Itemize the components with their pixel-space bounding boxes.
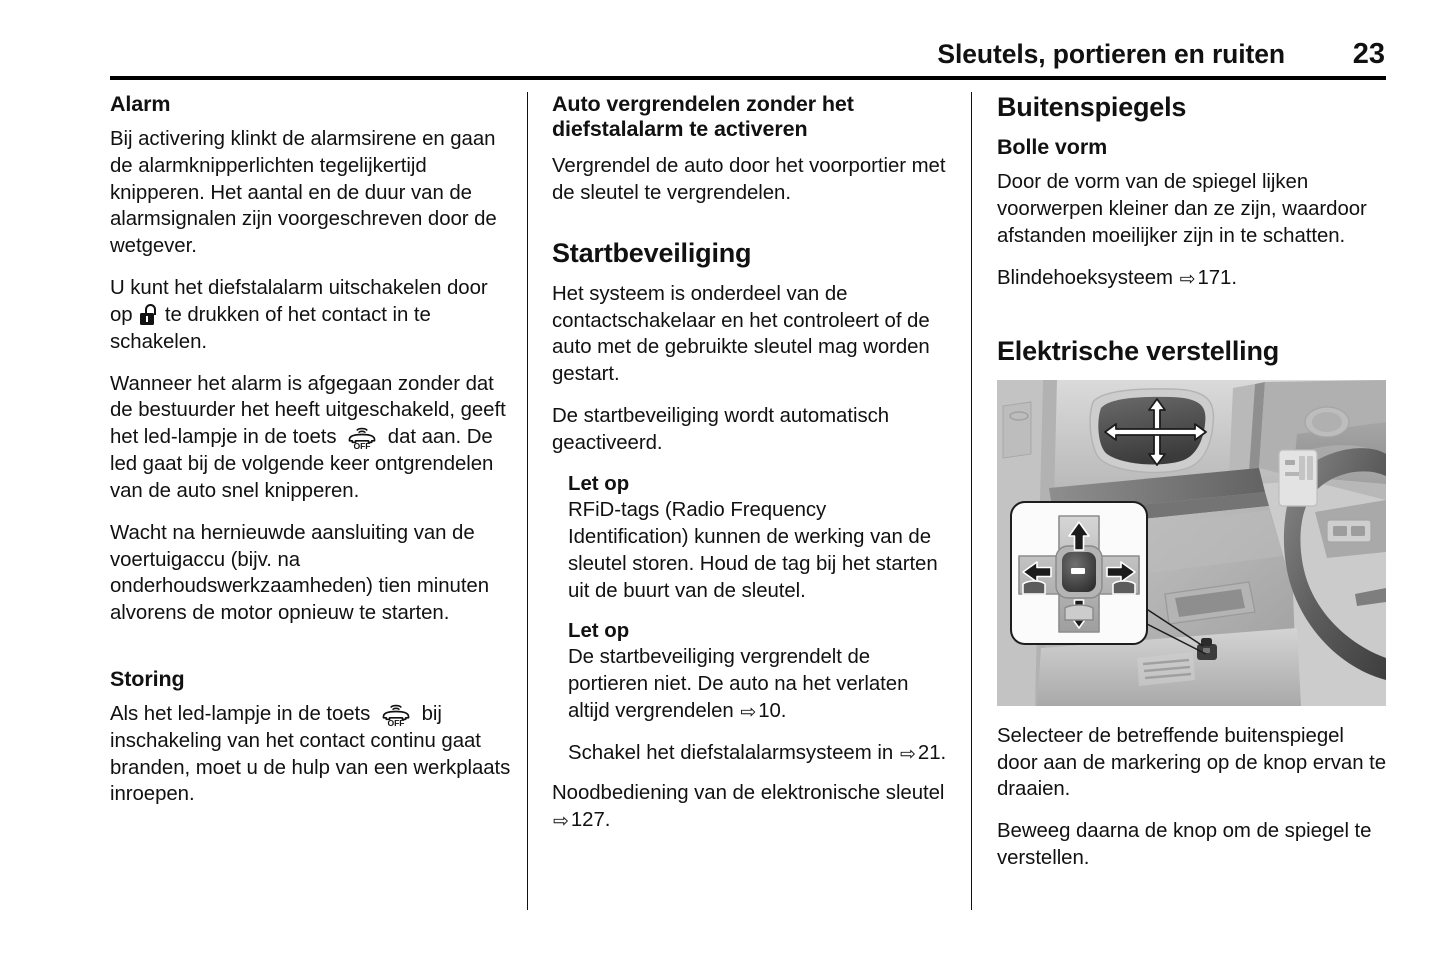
storing-text-before: Als het led-lampje in de toets [110, 702, 371, 725]
heading-startbeveiliging: Startbeveiliging [552, 237, 752, 268]
blindehoeksysteem-reference [997, 265, 1389, 292]
heading-elektrische-verstelling: Elektrische verstelling [997, 336, 1280, 367]
blindehoeksysteem-text-before: Blindehoeksysteem [997, 266, 1173, 289]
storing-paragraph-1 [110, 701, 512, 808]
page-reference-arrow-icon: ⇨ [899, 743, 916, 765]
note-portieren-extra [568, 740, 952, 767]
column-one [110, 92, 512, 808]
blindehoeksysteem-text-after: . [1231, 266, 1237, 289]
storing-text-after: bij inschakeling van het contact continu gaat branden, moet u de hulp van een werkplaats inroepen. [110, 702, 511, 806]
note-label: Let op [568, 472, 630, 495]
mirror-control-inset [1011, 502, 1147, 644]
column-three [997, 92, 1389, 872]
note-label: Let op [568, 619, 630, 642]
note-rfid-text: RFiD-tags (Radio Frequency Identification) kunnen de werking van de sleutel storen. Houd de tag bij het starten uit de buurt van de sleutel. [568, 499, 938, 602]
alarm-paragraph-1: Bij activering klinkt de alarmsirene en gaan de alarmknipperlichten tegelijkertijd knipperen. Het aantal en de duur van de alarmsignalen zijn voorgeschreven door de wetgever. [110, 127, 497, 258]
alarm-p3-text-before: Wanneer het alarm is afgegaan zonder dat de bestuurder het heeft uitgeschakeld, geeft het led-lampje in de toets [110, 372, 506, 449]
alarm-paragraph-3 [110, 371, 512, 505]
alarm-off-icon [345, 426, 379, 450]
note-portieren [552, 619, 952, 767]
note-portieren-text-before: De startbeveiliging vergrendelt de portieren niet. De auto na het verlaten altijd vergrendelen [568, 646, 909, 722]
page-reference-arrow-icon: ⇨ [1179, 268, 1196, 290]
elektrische-verstelling-paragraph-1: Selecteer de betreffende buitenspiegel door aan de markering op de knop ervan te draaien. [997, 724, 1387, 801]
mirror-adjustment-illustration [997, 380, 1386, 706]
page-header [110, 38, 1385, 78]
note-portieren-extra-after: . [940, 741, 947, 764]
alarm-p3-text-after: dat aan. De led gaat bij de volgende keer ontgrendelen van de auto snel knipperen. [110, 426, 494, 502]
heading-buitenspiegels: Buitenspiegels [997, 92, 1187, 122]
heading-alarm: Alarm [110, 92, 171, 116]
alarm-p2-text-after: te drukken of het contact in te schakelen. [110, 303, 431, 353]
page-number: 23 [1352, 38, 1385, 70]
page-reference-arrow-icon: ⇨ [553, 811, 569, 833]
page-title: Sleutels, portieren en ruiten [937, 39, 1285, 69]
heading-storing: Storing [110, 667, 185, 692]
content-columns [0, 92, 1445, 952]
noodbediening-text-before: Noodbediening van de elektronische sleutel [552, 782, 945, 805]
note-portieren-extra-before: Schakel het diefstalalarmsysteem in [568, 741, 894, 764]
header-rule [110, 76, 1386, 80]
alarm-paragraph-2 [110, 275, 512, 355]
startbeveiliging-paragraph-3 [552, 780, 952, 834]
noodbediening-ref: 127 [570, 809, 605, 832]
heading-auto-vergrendelen: Auto vergrendelen zonder het diefstalalarm te activeren [552, 92, 854, 141]
startbeveiliging-paragraph-2: De startbeveiliging wordt automatisch geactiveerd. [552, 405, 890, 454]
alarm-p2-text-before: U kunt het diefstalalarm uitschakelen door op [110, 277, 488, 326]
noodbediening-text-after: . [604, 809, 611, 832]
unlock-padlock-icon [140, 304, 157, 325]
column-two [552, 92, 952, 834]
blindehoeksysteem-ref: 171 [1197, 266, 1232, 289]
column-divider-1 [527, 92, 528, 910]
auto-vergrendelen-paragraph-1: Vergrendel de auto door het voorportier met de sleutel te vergrendelen. [552, 154, 946, 204]
svg-text:OFF: OFF [387, 718, 405, 727]
note-portieren-text-after: . [780, 699, 787, 722]
alarm-off-icon [379, 703, 413, 727]
bolle-vorm-paragraph-1: Door de vorm van de spiegel lijken voorwerpen kleiner dan ze zijn, waardoor afstanden moeilijker zijn in te schatten. [997, 171, 1367, 247]
elektrische-verstelling-paragraph-2: Beweeg daarna de knop om de spiegel te verstellen. [997, 820, 1372, 870]
page-reference-arrow-icon: ⇨ [740, 701, 757, 723]
note-portieren-text [568, 644, 952, 724]
startbeveiliging-paragraph-1: Het systeem is onderdeel van de contactschakelaar en het controleert of de auto met de gebruikte sleutel mag worden gestart. [552, 282, 930, 386]
svg-text:OFF: OFF [353, 441, 371, 451]
note-portieren-extra-ref: 21 [917, 741, 941, 764]
note-portieren-ref: 10 [758, 699, 781, 722]
column-divider-2 [971, 92, 972, 910]
note-rfid [552, 472, 952, 605]
heading-bolle-vorm: Bolle vorm [997, 135, 1108, 160]
alarm-paragraph-4: Wacht na hernieuwde aansluiting van de voertuigaccu (bijv. na onderhoudswerkzaamheden) tien minuten alvorens de motor opnieuw te starten. [110, 521, 490, 625]
